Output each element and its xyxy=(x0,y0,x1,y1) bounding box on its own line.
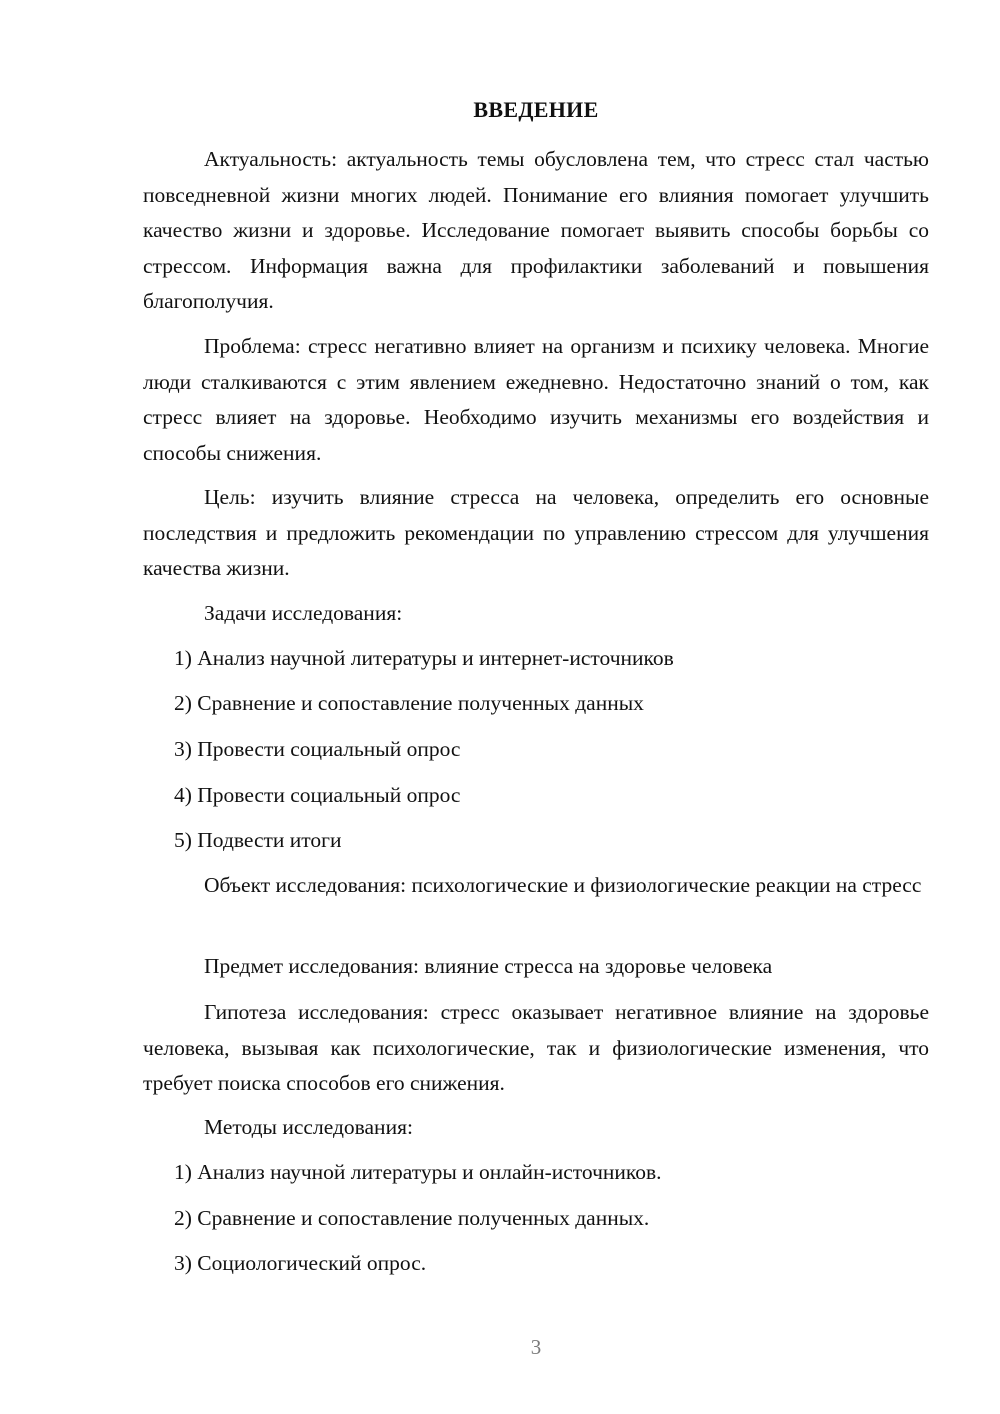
method-item xyxy=(143,1246,929,1282)
task-item xyxy=(143,823,929,859)
goal-paragraph: Цель: изучить влияние стресса на человека, определить его основные последствия и предложить рекомендации по управлению стрессом для улучшения качества жизни. xyxy=(143,485,929,580)
relevance-block xyxy=(143,142,929,320)
task-item-text: 2) Сравнение и сопоставление полученных данных xyxy=(174,691,644,715)
method-item-text: 1) Анализ научной литературы и онлайн-источников. xyxy=(174,1160,662,1184)
section-title: ВВЕДЕНИЕ xyxy=(473,97,599,122)
methods-label-block xyxy=(143,1110,929,1146)
object-block xyxy=(143,868,929,904)
method-item-text: 3) Социологический опрос. xyxy=(174,1251,427,1275)
hypothesis-paragraph: Гипотеза исследования: стресс оказывает негативное влияние на здоровье человека, вызывая как психологические, так и физиологические изменения, что требует поиска способов его снижения. xyxy=(143,1000,929,1095)
goal-block xyxy=(143,480,929,587)
task-item xyxy=(143,641,929,677)
task-item xyxy=(143,778,929,814)
hypothesis-block xyxy=(143,995,929,1102)
page-number: 3 xyxy=(530,1335,542,1359)
tasks-label-block xyxy=(143,596,929,632)
relevance-paragraph: Актуальность: актуальность темы обусловлена тем, что стресс стал частью повседневной жизни многих людей. Понимание его влияния помогает улучшить качество жизни и здоровье. Исследование помогает выявить способы борьбы со стрессом. Информация важна для профилактики заболеваний и повышения благополучия. xyxy=(143,147,929,313)
subject-paragraph: Предмет исследования: влияние стресса на здоровье человека xyxy=(204,954,773,978)
object-paragraph: Объект исследования: психологические и физиологические реакции на стресс xyxy=(204,873,922,897)
tasks-label: Задачи исследования: xyxy=(204,601,403,625)
task-item-text: 5) Подвести итоги xyxy=(174,828,342,852)
method-item xyxy=(143,1201,929,1237)
method-item-text: 2) Сравнение и сопоставление полученных данных. xyxy=(174,1206,650,1230)
task-item-text: 1) Анализ научной литературы и интернет-источников xyxy=(174,646,674,670)
task-item xyxy=(143,686,929,722)
methods-label: Методы исследования: xyxy=(204,1115,413,1139)
subject-block xyxy=(143,949,929,985)
problem-block xyxy=(143,329,929,471)
problem-paragraph: Проблема: стресс негативно влияет на организм и психику человека. Многие люди сталкиваются с этим явлением ежедневно. Недостаточно знаний о том, как стресс влияет на здоровье. Необходимо изучить механизмы его воздействия и способы снижения. xyxy=(143,334,929,465)
task-item-text: 4) Провести социальный опрос xyxy=(174,783,461,807)
task-item xyxy=(143,732,929,768)
task-item-text: 3) Провести социальный опрос xyxy=(174,737,461,761)
method-item xyxy=(143,1155,929,1191)
